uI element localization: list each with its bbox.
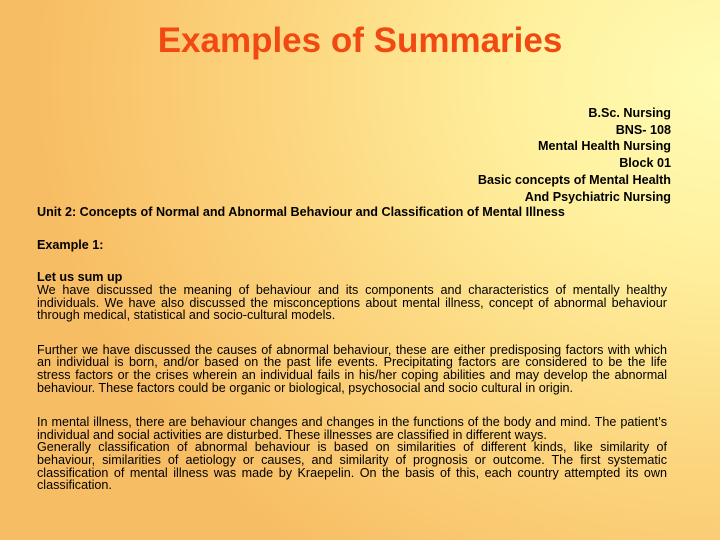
unit-heading: Unit 2: Concepts of Normal and Abnormal Behaviour and Classification of Mental Illness (37, 205, 565, 219)
course-info (478, 105, 671, 205)
summary-paragraph: Further we have discussed the causes of abnormal behaviour, these are either predisposing factors with which an individual is born, and/or based on the past life events. Precipitating factors are considered to be the life stress factors or the crises wherein an individual fails in his/her coping abilities and may develop the abnormal behaviour. These factors could be organic or biological, psychosocial and socio cultural in origin. (37, 342, 667, 395)
course-block: Block 01 (619, 156, 671, 171)
course-code: BNS- 108 (615, 122, 671, 137)
summary-paragraph: In mental illness, there are behaviour changes and changes in the functions of the body and mind. The patient’s individual and social activities are disturbed. These illnesses are classified in different ways. (37, 415, 667, 442)
sum-up-heading: Let us sum up (37, 270, 123, 284)
course-block-title-line-1: Basic concepts of Mental Health (477, 172, 671, 187)
summary-body (37, 205, 667, 492)
example-heading: Example 1: (37, 238, 104, 252)
course-block-title-line-2: And Psychiatric Nursing (524, 189, 671, 204)
summary-paragraph: We have discussed the meaning of behaviour and its components and characteristics of mentally healthy individuals. We have also discussed the misconceptions about mental illness, concept of abnormal behaviour through medical, statistical and socio-cultural models. (37, 283, 667, 323)
summary-paragraph: Generally classification of abnormal behaviour is based on similarities of different kinds, like similarity of behaviour, similarities of aetiology or causes, and similarity of prognosis or outcome. The first systematic classification of mental illness was made by Kraepelin. On the basis of this, each country attempted its own classification. (37, 440, 667, 493)
slide-title: Examples of Summaries (157, 21, 563, 60)
course-degree: B.Sc. Nursing (588, 106, 671, 120)
course-name: Mental Health Nursing (538, 139, 671, 154)
